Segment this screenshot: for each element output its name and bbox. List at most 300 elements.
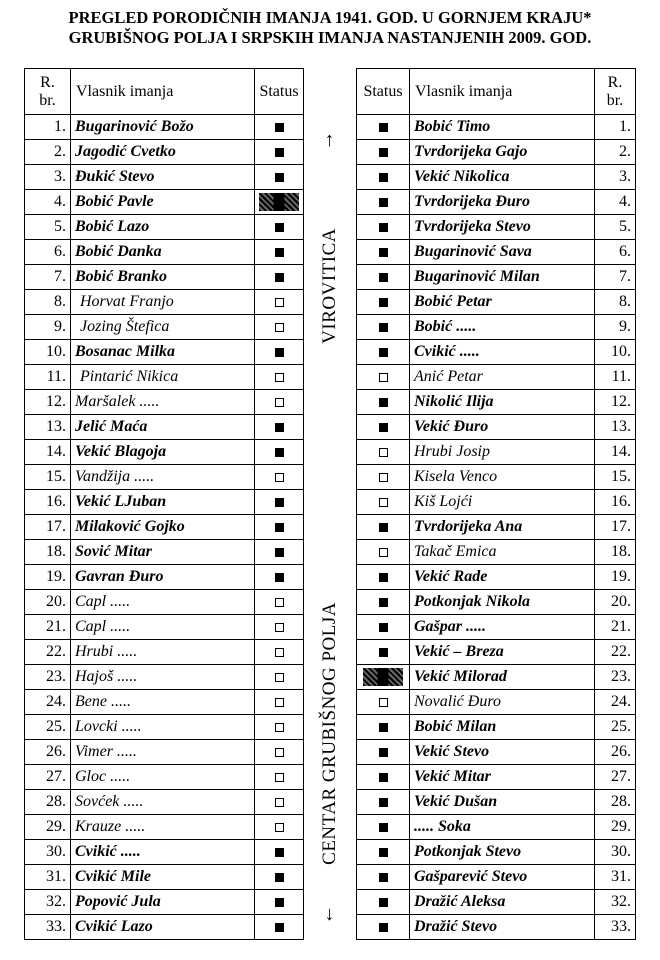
owner-name: Maršalek ..... (71, 390, 255, 415)
table-row (357, 190, 636, 215)
table-row (357, 690, 636, 715)
owner-name: Jelić Maća (71, 415, 255, 440)
empty-square-icon (379, 373, 388, 382)
row-number: 24. (25, 690, 71, 715)
status-cell (357, 490, 410, 515)
table-row (25, 390, 304, 415)
status-cell (255, 115, 304, 140)
owner-name: Bobić Petar (410, 290, 595, 315)
owner-name: Bugarinović Milan (410, 265, 595, 290)
row-number: 28. (595, 790, 636, 815)
status-cell (255, 915, 304, 940)
row-number: 31. (595, 865, 636, 890)
table-row (357, 215, 636, 240)
table-row (25, 590, 304, 615)
row-number: 19. (25, 565, 71, 590)
owner-name: Kisela Venco (410, 465, 595, 490)
status-cell (255, 765, 304, 790)
table-row (25, 165, 304, 190)
owner-name: Cvikić Mile (71, 865, 255, 890)
status-cell (255, 165, 304, 190)
filled-square-icon (275, 898, 284, 907)
document-title (0, 8, 660, 48)
table-row (357, 515, 636, 540)
status-cell (357, 715, 410, 740)
table-row (357, 565, 636, 590)
table-row (25, 740, 304, 765)
row-number: 28. (25, 790, 71, 815)
rbr-line-1: R. (607, 73, 623, 91)
status-cell (357, 840, 410, 865)
status-cell (255, 690, 304, 715)
status-cell (357, 265, 410, 290)
filled-square-icon (379, 198, 388, 207)
row-number: 13. (25, 415, 71, 440)
filled-square-icon (379, 873, 388, 882)
filled-square-icon (275, 448, 284, 457)
owner-name: Hajoš ..... (71, 665, 255, 690)
owner-name: Vekić Rade (410, 565, 595, 590)
table-row (25, 190, 304, 215)
rbr-line-1: R. (40, 73, 55, 91)
table-row (25, 415, 304, 440)
status-cell (357, 590, 410, 615)
row-number: 14. (595, 440, 636, 465)
row-number: 25. (25, 715, 71, 740)
row-number: 25. (595, 715, 636, 740)
owner-name: Milaković Gojko (71, 515, 255, 540)
filled-square-icon (379, 273, 388, 282)
owner-name: Gašparević Stevo (410, 865, 595, 890)
owner-name: Vandžija ..... (71, 465, 255, 490)
status-cell (357, 565, 410, 590)
owner-name: Vekić Đuro (410, 415, 595, 440)
row-number: 3. (595, 165, 636, 190)
table-row (25, 265, 304, 290)
table-row (25, 840, 304, 865)
table-row (357, 440, 636, 465)
owner-name: Vekić Mitar (410, 765, 595, 790)
owner-name: Bobić Danka (71, 240, 255, 265)
row-number: 26. (25, 740, 71, 765)
row-number: 30. (25, 840, 71, 865)
status-cell (357, 440, 410, 465)
owner-name: Vekić Stevo (410, 740, 595, 765)
title-line-1: PREGLED PORODIČNIH IMANJA 1941. GOD. U GORNJEM KRAJU* (68, 8, 592, 27)
filled-square-icon (379, 248, 388, 257)
owner-name: Krauze ..... (71, 815, 255, 840)
empty-square-icon (275, 823, 284, 832)
right-header-status: Status (357, 69, 410, 115)
row-number: 5. (25, 215, 71, 240)
table-row (25, 315, 304, 340)
status-cell (357, 165, 410, 190)
row-number: 6. (25, 240, 71, 265)
owner-name: Novalić Đuro (410, 690, 595, 715)
right-header-rbr (595, 69, 636, 115)
owner-name: Tvrdorijeka Stevo (410, 215, 595, 240)
table-row (25, 890, 304, 915)
owner-name: Gavran Đuro (71, 565, 255, 590)
owner-name: Sovćek ..... (71, 790, 255, 815)
status-cell (255, 790, 304, 815)
status-cell (357, 515, 410, 540)
row-number: 21. (25, 615, 71, 640)
filled-square-icon (275, 248, 284, 257)
filled-square-icon (379, 898, 388, 907)
table-row (25, 290, 304, 315)
left-table-header (25, 69, 304, 115)
table-row (357, 290, 636, 315)
owner-name: Bugarinović Sava (410, 240, 595, 265)
status-cell (255, 315, 304, 340)
owner-name: Bene ..... (71, 690, 255, 715)
row-number: 18. (595, 540, 636, 565)
table-row (25, 540, 304, 565)
table-row (357, 665, 636, 690)
filled-square-icon (275, 923, 284, 932)
row-number: 29. (595, 815, 636, 840)
mixed-status-icon (363, 668, 403, 686)
owner-name: Nikolić Ilija (410, 390, 595, 415)
row-number: 15. (595, 465, 636, 490)
owner-name: Bobić Branko (71, 265, 255, 290)
row-number: 27. (25, 765, 71, 790)
row-number: 22. (595, 640, 636, 665)
row-number: 13. (595, 415, 636, 440)
empty-square-icon (275, 373, 284, 382)
row-number: 24. (595, 690, 636, 715)
table-row (25, 515, 304, 540)
filled-square-icon (275, 423, 284, 432)
table-row (357, 315, 636, 340)
filled-square-icon (379, 648, 388, 657)
table-row (357, 765, 636, 790)
table-row (357, 140, 636, 165)
owner-name: Bobić Pavle (71, 190, 255, 215)
status-cell (357, 140, 410, 165)
filled-square-icon (275, 173, 284, 182)
table-row (25, 365, 304, 390)
row-number: 23. (25, 665, 71, 690)
row-number: 7. (595, 265, 636, 290)
owner-name: Horvat Franjo (71, 290, 255, 315)
row-number: 14. (25, 440, 71, 465)
table-row (25, 615, 304, 640)
table-row (25, 790, 304, 815)
row-number: 16. (25, 490, 71, 515)
table-row (25, 640, 304, 665)
row-number: 17. (25, 515, 71, 540)
filled-square-icon (379, 573, 388, 582)
row-number: 19. (595, 565, 636, 590)
right-owners-table (356, 68, 636, 940)
empty-square-icon (275, 798, 284, 807)
row-number: 17. (595, 515, 636, 540)
status-cell (357, 190, 410, 215)
empty-square-icon (275, 673, 284, 682)
empty-square-icon (379, 698, 388, 707)
table-row (25, 715, 304, 740)
row-number: 2. (25, 140, 71, 165)
status-cell (255, 640, 304, 665)
status-cell (255, 215, 304, 240)
status-cell (255, 190, 304, 215)
row-number: 10. (595, 340, 636, 365)
owner-name: Capl ..... (71, 590, 255, 615)
empty-square-icon (379, 548, 388, 557)
owner-name: Dražić Aleksa (410, 890, 595, 915)
table-row (357, 240, 636, 265)
row-number: 7. (25, 265, 71, 290)
empty-square-icon (275, 773, 284, 782)
owner-name: Popović Jula (71, 890, 255, 915)
table-row (25, 440, 304, 465)
table-row (357, 490, 636, 515)
owner-name: Bobić Lazo (71, 215, 255, 240)
owner-name: Hrubi ..... (71, 640, 255, 665)
row-number: 18. (25, 540, 71, 565)
row-number: 23. (595, 665, 636, 690)
filled-square-icon (379, 623, 388, 632)
right-header-owner: Vlasnik imanja (410, 69, 595, 115)
owner-name: Dražić Stevo (410, 915, 595, 940)
table-row (357, 790, 636, 815)
status-cell (357, 765, 410, 790)
filled-square-icon (275, 273, 284, 282)
status-cell (255, 365, 304, 390)
arrow-down-icon: ↓ (324, 903, 335, 925)
row-number: 16. (595, 490, 636, 515)
status-cell (255, 290, 304, 315)
table-row (357, 165, 636, 190)
empty-square-icon (275, 648, 284, 657)
empty-square-icon (275, 473, 284, 482)
owner-name: Jagodić Cvetko (71, 140, 255, 165)
empty-square-icon (275, 598, 284, 607)
owner-name: Kiš Lojći (410, 490, 595, 515)
row-number: 4. (25, 190, 71, 215)
table-row (25, 765, 304, 790)
row-number: 9. (595, 315, 636, 340)
row-number: 22. (25, 640, 71, 665)
status-cell (255, 840, 304, 865)
filled-square-icon (275, 348, 284, 357)
row-number: 11. (25, 365, 71, 390)
row-number: 33. (25, 915, 71, 940)
table-row (357, 365, 636, 390)
status-cell (255, 590, 304, 615)
virovitica-text: VIROVITICA (318, 227, 340, 344)
title-line-2: GRUBIŠNOG POLJA I SRPSKIH IMANJA NASTANJENIH 2009. GOD. (68, 28, 592, 47)
filled-square-icon (379, 923, 388, 932)
empty-square-icon (379, 473, 388, 482)
owner-name: Tvrdorijeka Đuro (410, 190, 595, 215)
filled-square-icon (379, 148, 388, 157)
owner-name: Takač Emica (410, 540, 595, 565)
status-cell (357, 915, 410, 940)
status-cell (255, 240, 304, 265)
status-cell (255, 515, 304, 540)
table-row (357, 340, 636, 365)
table-row (25, 240, 304, 265)
row-number: 20. (25, 590, 71, 615)
rbr-line-2: br. (39, 91, 56, 109)
status-cell (357, 640, 410, 665)
table-row (357, 415, 636, 440)
filled-square-icon (275, 498, 284, 507)
owner-name: Hrubi Josip (410, 440, 595, 465)
owner-name: Vekić Dušan (410, 790, 595, 815)
empty-square-icon (275, 623, 284, 632)
table-row (357, 815, 636, 840)
table-row (357, 915, 636, 940)
status-cell (255, 665, 304, 690)
row-number: 31. (25, 865, 71, 890)
row-number: 3. (25, 165, 71, 190)
table-row (25, 115, 304, 140)
table-row (357, 865, 636, 890)
status-cell (255, 740, 304, 765)
status-cell (255, 815, 304, 840)
row-number: 15. (25, 465, 71, 490)
empty-square-icon (275, 323, 284, 332)
status-cell (255, 340, 304, 365)
status-cell (357, 415, 410, 440)
status-cell (357, 690, 410, 715)
filled-square-icon (379, 323, 388, 332)
table-row (357, 740, 636, 765)
status-cell (357, 615, 410, 640)
row-number: 30. (595, 840, 636, 865)
status-cell (357, 540, 410, 565)
owner-name: Cvikić ..... (71, 840, 255, 865)
row-number: 12. (25, 390, 71, 415)
table-row (25, 215, 304, 240)
filled-square-icon (379, 848, 388, 857)
table-row (25, 915, 304, 940)
row-number: 2. (595, 140, 636, 165)
status-cell (255, 615, 304, 640)
filled-square-icon (275, 148, 284, 157)
status-cell (357, 790, 410, 815)
row-number: 26. (595, 740, 636, 765)
row-number: 12. (595, 390, 636, 415)
owner-name: Potkonjak Nikola (410, 590, 595, 615)
empty-square-icon (275, 723, 284, 732)
owner-name: Bugarinović Božo (71, 115, 255, 140)
left-header-status: Status (255, 69, 304, 115)
row-number: 5. (595, 215, 636, 240)
status-cell (357, 215, 410, 240)
filled-square-icon (275, 123, 284, 132)
filled-square-icon (379, 173, 388, 182)
table-row (357, 615, 636, 640)
row-number: 9. (25, 315, 71, 340)
status-cell (255, 265, 304, 290)
status-cell (255, 490, 304, 515)
empty-square-icon (275, 748, 284, 757)
status-cell (255, 890, 304, 915)
virovitica-label (303, 163, 356, 408)
table-row (25, 490, 304, 515)
table-row (25, 865, 304, 890)
centar-label (303, 568, 356, 898)
filled-square-icon (379, 823, 388, 832)
status-cell (357, 665, 410, 690)
owner-name: Tvrdorijeka Gajo (410, 140, 595, 165)
filled-square-icon (379, 798, 388, 807)
owner-name: Jozing Štefica (71, 315, 255, 340)
owner-name: Bobić Milan (410, 715, 595, 740)
row-number: 29. (25, 815, 71, 840)
filled-square-icon (379, 423, 388, 432)
table-row (25, 340, 304, 365)
filled-square-icon (379, 773, 388, 782)
status-cell (357, 865, 410, 890)
row-number: 1. (595, 115, 636, 140)
owner-name: Potkonjak Stevo (410, 840, 595, 865)
table-row (357, 390, 636, 415)
table-row (25, 690, 304, 715)
filled-square-icon (379, 223, 388, 232)
right-table-header (357, 69, 636, 115)
row-number: 20. (595, 590, 636, 615)
mixed-status-icon (259, 193, 299, 211)
status-cell (255, 865, 304, 890)
owner-name: Vekić Nikolica (410, 165, 595, 190)
filled-square-icon (379, 723, 388, 732)
table-row (25, 465, 304, 490)
table-row (25, 665, 304, 690)
row-number: 6. (595, 240, 636, 265)
status-cell (357, 890, 410, 915)
filled-square-icon (379, 398, 388, 407)
left-header-owner: Vlasnik imanja (71, 69, 255, 115)
row-number: 4. (595, 190, 636, 215)
status-cell (357, 340, 410, 365)
row-number: 21. (595, 615, 636, 640)
owner-name: Capl ..... (71, 615, 255, 640)
filled-square-icon (379, 123, 388, 132)
empty-square-icon (275, 698, 284, 707)
row-number: 32. (25, 890, 71, 915)
table-row (25, 140, 304, 165)
owner-name: Vekić LJuban (71, 490, 255, 515)
filled-square-icon (379, 348, 388, 357)
status-cell (255, 440, 304, 465)
filled-square-icon (275, 873, 284, 882)
table-row (357, 715, 636, 740)
table-row (357, 465, 636, 490)
owner-name: Anić Petar (410, 365, 595, 390)
owner-name: Lovcki ..... (71, 715, 255, 740)
owner-name: Đukić Stevo (71, 165, 255, 190)
row-number: 8. (595, 290, 636, 315)
owner-name: Bosanac Milka (71, 340, 255, 365)
row-number: 8. (25, 290, 71, 315)
owner-name: ..... Soka (410, 815, 595, 840)
filled-square-icon (275, 573, 284, 582)
rbr-line-2: br. (606, 91, 624, 109)
left-owners-table (24, 68, 304, 940)
filled-square-icon (275, 223, 284, 232)
table-row (357, 540, 636, 565)
owner-name: Bobić ..... (410, 315, 595, 340)
status-cell (255, 540, 304, 565)
filled-square-icon (379, 523, 388, 532)
empty-square-icon (379, 498, 388, 507)
